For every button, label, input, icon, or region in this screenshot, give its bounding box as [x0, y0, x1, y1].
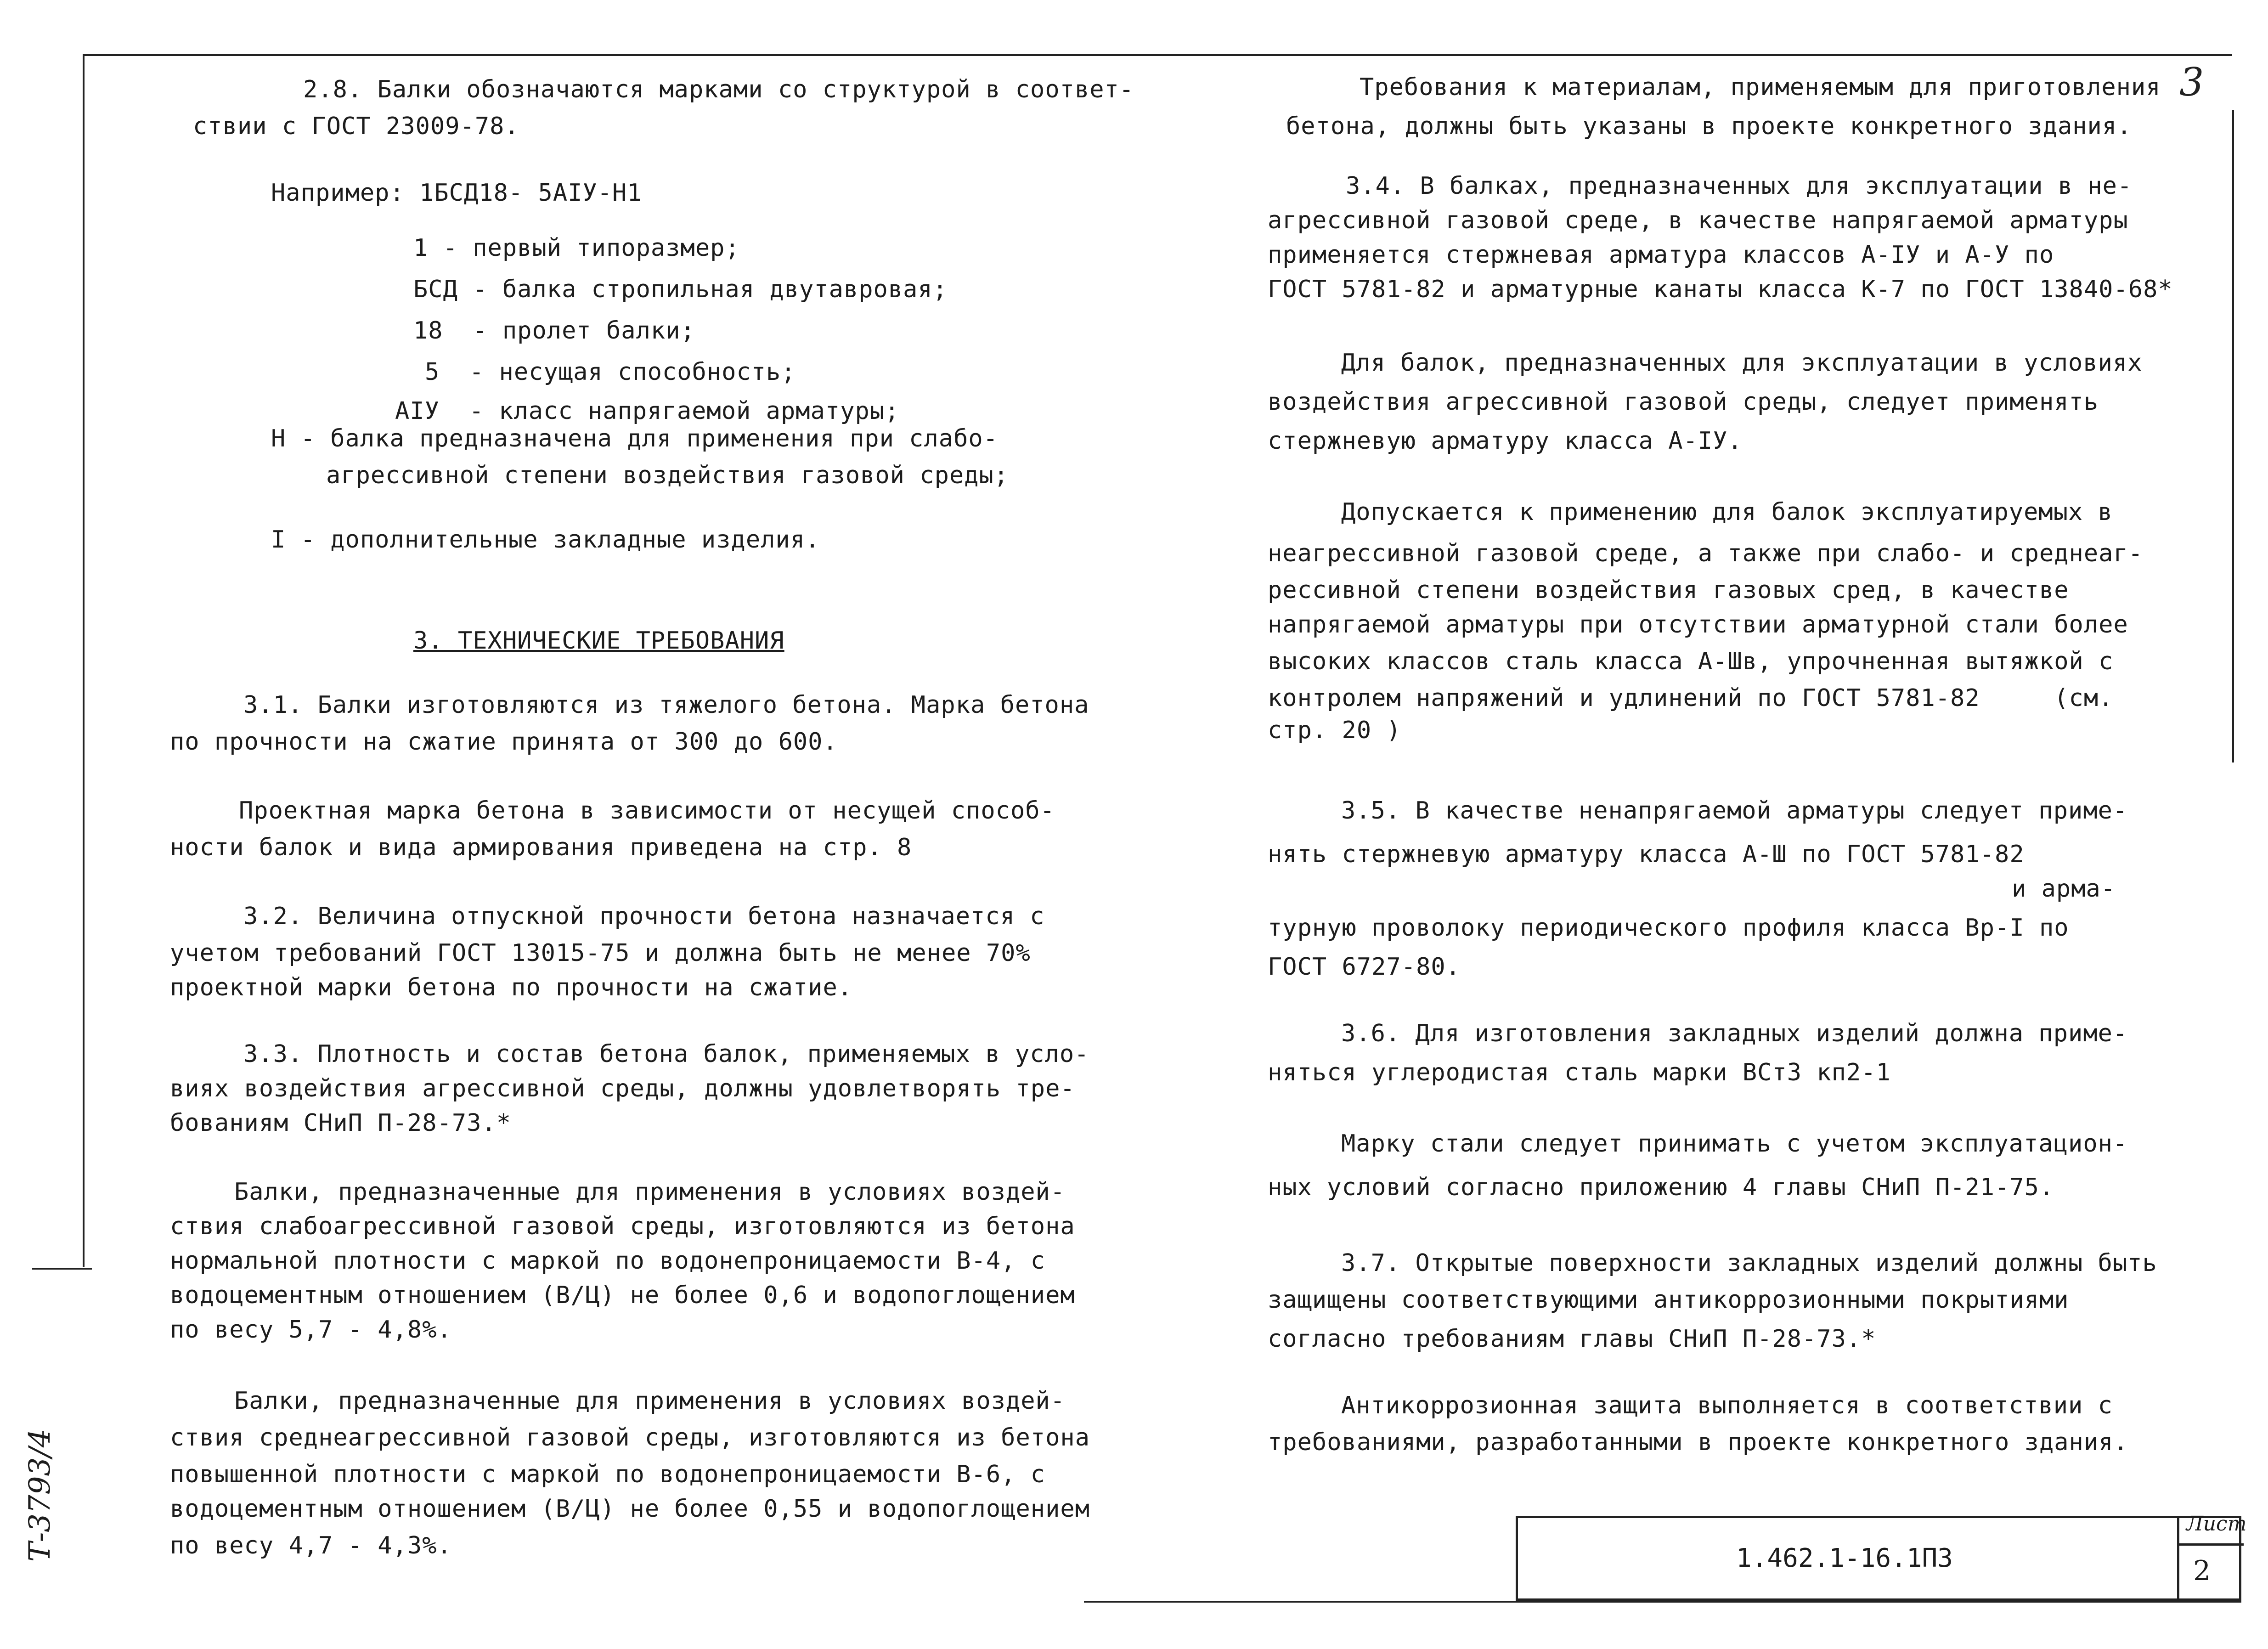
- margin-stub-line: [32, 1268, 92, 1270]
- text-line: 3.2. Величина отпускной прочности бетона назначается с: [243, 903, 1045, 930]
- text-line: БСД - балка стропильная двутавровая;: [413, 276, 948, 303]
- text-line: агрессивной степени воздействия газовой среды;: [326, 462, 1009, 489]
- frame-right-line: [2232, 110, 2234, 762]
- text-line: нормальной плотности с маркой по водонепроницаемости В-4, с: [170, 1247, 1046, 1275]
- text-line: Допускается к применению для балок эксплуатируемых в: [1341, 498, 2113, 526]
- text-line: проектной марки бетона по прочности на сжатие.: [170, 974, 853, 1001]
- text-line: 3.3. Плотность и состав бетона балок, применяемых в усло-: [243, 1040, 1089, 1068]
- text-line: по весу 4,7 - 4,3%.: [170, 1532, 452, 1559]
- text-line: ствия среднеагрессивной газовой среды, изготовляются из бетона: [170, 1424, 1090, 1451]
- text-line: ГОСТ 5781-82 и арматурные канаты класса К-7 по ГОСТ 13840-68*: [1268, 276, 2173, 303]
- text-line: ствии с ГОСТ 23009-78.: [193, 113, 519, 140]
- text-line: неагрессивной газовой среде, а также при слабо- и среднеаг-: [1268, 540, 2144, 567]
- text-line: Марку стали следует принимать с учетом эксплуатацион-: [1341, 1130, 2128, 1158]
- text-line: 3.7. Открытые поверхности закладных изделий должны быть: [1341, 1249, 2157, 1277]
- frame-left-line: [83, 54, 85, 1267]
- section-heading: 3. ТЕХНИЧЕСКИЕ ТРЕБОВАНИЯ: [413, 627, 784, 655]
- text-line: виях воздействия агрессивной среды, должны удовлетворять тре-: [170, 1075, 1075, 1102]
- text-line: ГОСТ 6727-80.: [1268, 953, 1461, 981]
- text-line: водоцементным отношением (В/Ц) не более 0,55 и водопоглощением: [170, 1495, 1090, 1523]
- text-line: учетом требований ГОСТ 13015-75 и должна быть не менее 70%: [170, 939, 1031, 967]
- text-line: 2.8. Балки обозначаются марками со структурой в соответ-: [303, 76, 1134, 103]
- text-line: Проектная марка бетона в зависимости от несущей способ-: [239, 797, 1055, 824]
- text-line: согласно требованиям главы СНиП П-28-73.*: [1268, 1325, 1876, 1353]
- text-line: по весу 5,7 - 4,8%.: [170, 1316, 452, 1344]
- frame-bottom-line: [1084, 1601, 2241, 1603]
- text-line: ствия слабоагрессивной газовой среды, изготовляются из бетона: [170, 1213, 1075, 1240]
- text-line: бованиям СНиП П-28-73.*: [170, 1109, 512, 1137]
- text-line: ных условий согласно приложению 4 главы СНиП П-21-75.: [1268, 1174, 2054, 1201]
- text-line: Антикоррозионная защита выполняется в соответствии с: [1341, 1392, 2113, 1419]
- text-line: I - дополнительные закладные изделия.: [271, 526, 820, 553]
- text-line: и арма-: [2012, 875, 2116, 903]
- text-line: высоких классов сталь класса А-Шв, упрочненная вытяжкой с: [1268, 648, 2114, 675]
- title-block-sheet-divider: [2179, 1543, 2244, 1546]
- text-line: 3.4. В балках, предназначенных для эксплуатации в не-: [1346, 172, 2133, 200]
- text-line: нять стержневую арматуру класса А-Ш по ГОСТ 5781-82: [1268, 841, 2025, 868]
- text-line: бетона, должны быть указаны в проекте конкретного здания.: [1286, 113, 2132, 140]
- text-line: ности балок и вида армирования приведена на стр. 8: [170, 834, 912, 861]
- text-line: по прочности на сжатие принята от 300 до 600.: [170, 728, 838, 756]
- text-line: стр. 20 ): [1268, 717, 1401, 744]
- title-block-divider: [2177, 1516, 2179, 1601]
- sheet-label: Лист: [2186, 1512, 2247, 1536]
- text-line: няться углеродистая сталь марки ВСт3 кп2-1: [1268, 1059, 1891, 1086]
- sheet-number: 2: [2193, 1555, 2211, 1587]
- text-line: стержневую арматуру класса А-IУ.: [1268, 427, 1743, 455]
- text-line: 5 - несущая способность;: [425, 358, 796, 386]
- text-line: требованиями, разработанными в проекте конкретного здания.: [1268, 1429, 2128, 1456]
- text-line: контролем напряжений и удлинений по ГОСТ 5781-82 (см.: [1268, 684, 2114, 712]
- text-line: 1 - первый типоразмер;: [413, 234, 740, 262]
- text-line: применяется стержневая арматура классов А-IУ и А-У по: [1268, 241, 2054, 269]
- text-line: Н - балка предназначена для применения при слабо-: [271, 425, 999, 452]
- text-line: Требования к материалам, применяемым для приготовления: [1360, 73, 2161, 101]
- text-line: водоцементным отношением (В/Ц) не более 0,6 и водопоглощением: [170, 1282, 1075, 1309]
- text-line: 3.6. Для изготовления закладных изделий должна приме-: [1341, 1020, 2128, 1047]
- page-number: 3: [2179, 60, 2204, 105]
- text-line: 3.1. Балки изготовляются из тяжелого бетона. Марка бетона: [243, 691, 1089, 719]
- text-line: рессивной степени воздействия газовых сред, в качестве: [1268, 576, 2069, 604]
- inventory-number: Т-3793/4: [23, 1429, 57, 1562]
- text-line: Балки, предназначенные для применения в условиях воздей-: [234, 1387, 1066, 1415]
- text-line: защищены соответствующими антикоррозионными покрытиями: [1268, 1286, 2069, 1314]
- document-code: 1.462.1-16.1П3: [1736, 1543, 1953, 1573]
- text-line: Балки, предназначенные для применения в условиях воздей-: [234, 1178, 1066, 1206]
- text-line: АIУ - класс напрягаемой арматуры;: [395, 397, 900, 425]
- text-line: Для балок, предназначенных для эксплуатации в условиях: [1341, 349, 2143, 377]
- text-line: агрессивной газовой среде, в качестве напрягаемой арматуры: [1268, 207, 2128, 234]
- text-line: напрягаемой арматуры при отсутствии арматурной стали более: [1268, 611, 2128, 638]
- text-line: воздействия агрессивной газовой среды, следует применять: [1268, 388, 2099, 416]
- text-line: 3.5. В качестве ненапрягаемой арматуры следует приме-: [1341, 797, 2128, 824]
- text-line: Например: 1БСД18- 5АIУ-Н1: [271, 179, 642, 207]
- text-line: турную проволоку периодического профиля класса Вр-I по: [1268, 914, 2069, 942]
- text-line: 18 - пролет балки;: [413, 317, 695, 344]
- text-line: повышенной плотности с маркой по водонепроницаемости В-6, с: [170, 1461, 1046, 1488]
- frame-top-line: [83, 54, 2232, 56]
